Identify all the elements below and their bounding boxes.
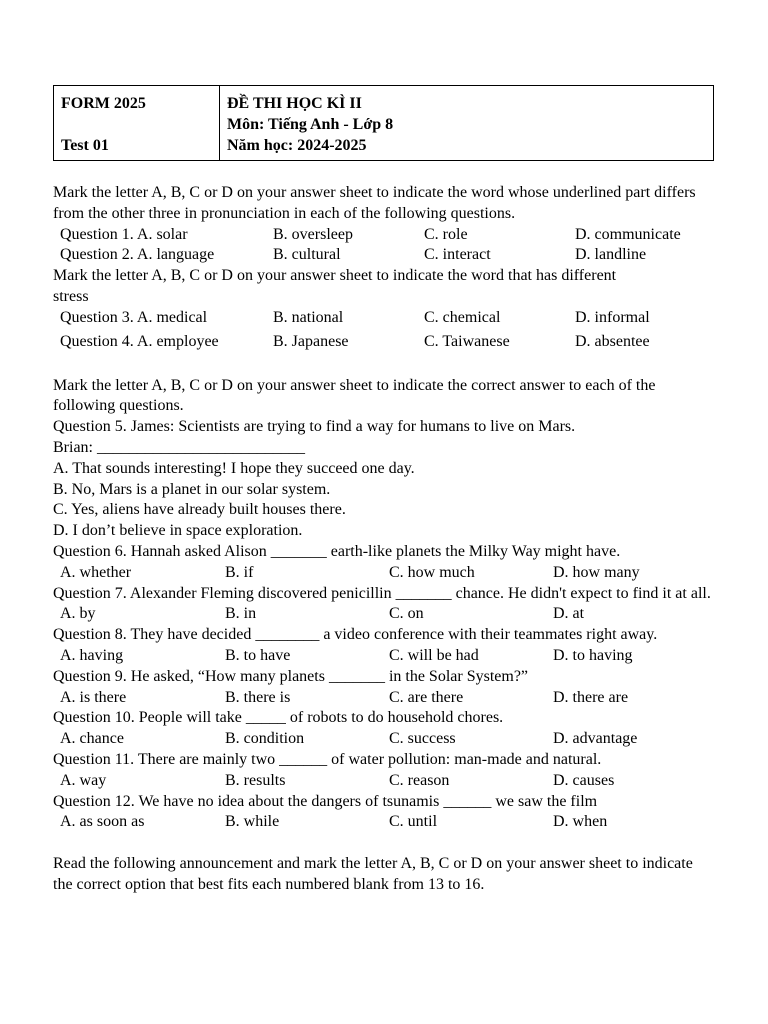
q4-option-d: D. absentee — [575, 332, 650, 350]
q10-option-d: D. advantage — [553, 730, 638, 748]
q12-option-c: C. until — [389, 813, 438, 831]
question-4 — [53, 329, 713, 355]
q7-stem: Question 7. Alexander Fleming discovered penicillin _______ chance. He didn't expect to find it at all. — [53, 584, 711, 602]
exam-year: Năm học: 2024-2025 — [227, 137, 367, 154]
q2-option-b: B. cultural — [273, 246, 341, 264]
q3-option-d: D. informal — [575, 308, 650, 326]
exam-content — [53, 183, 713, 896]
q10-stem: Question 10. People will take _____ of robots to do household chores. — [53, 709, 504, 727]
exam-header-table — [53, 85, 714, 161]
q2-option-a: Question 2. A. language — [60, 246, 215, 264]
pronunciation-instruction: Mark the letter A, B, C or D on your answer sheet to indicate the word whose underlined part differs from the other three in pronunciation in each of the following questions. — [53, 184, 696, 222]
q5-option-a: A. That sounds interesting! I hope they succeed one day. — [53, 459, 415, 477]
spacer — [53, 355, 713, 376]
q8-option-c: C. will be had — [389, 646, 479, 664]
q3-option-b: B. national — [273, 308, 344, 326]
q12-option-b: B. while — [225, 813, 280, 831]
q1-option-d: D. communicate — [575, 225, 681, 243]
q5-option-d: D. I don’t believe in space exploration. — [53, 522, 303, 540]
q12-stem: Question 12. We have no idea about the dangers of tsunamis ______ we saw the film — [53, 792, 598, 810]
q4-option-b: B. Japanese — [273, 332, 349, 350]
header-left-cell — [54, 86, 220, 160]
q8-options — [53, 646, 713, 667]
q3-option-a: Question 3. A. medical — [60, 308, 208, 326]
q6-option-b: B. if — [225, 563, 254, 581]
q3-option-c: C. chemical — [424, 308, 501, 326]
q10-option-b: B. condition — [225, 730, 305, 748]
q5-option-c: C. Yes, aliens have already built houses there. — [53, 501, 346, 519]
q9-option-b: B. there is — [225, 688, 291, 706]
q11-option-c: C. reason — [389, 771, 450, 789]
q5-stem: Question 5. James: Scientists are trying to find a way for humans to live on Mars. — [53, 418, 576, 436]
q10-option-c: C. success — [389, 730, 456, 748]
q11-stem: Question 11. There are mainly two ______ of water pollution: man-made and natural. — [53, 750, 602, 768]
q1-option-a: Question 1. A. solar — [60, 225, 188, 243]
test-label: Test 01 — [61, 137, 109, 154]
q6-options — [53, 563, 713, 584]
q2-option-c: C. interact — [424, 246, 491, 264]
q5-brian: Brian: __________________________ — [53, 438, 305, 456]
q1-option-c: C. role — [424, 225, 468, 243]
q7-option-a: A. by — [60, 605, 96, 623]
q2-option-d: D. landline — [575, 246, 647, 264]
q10-option-a: A. chance — [60, 730, 124, 748]
q6-option-c: C. how much — [389, 563, 475, 581]
q8-option-d: D. to having — [553, 646, 633, 664]
q9-stem: Question 9. He asked, “How many planets _______ in the Solar System?” — [53, 667, 529, 685]
q12-options — [53, 812, 713, 833]
question-1 — [53, 225, 713, 246]
spacer — [53, 833, 713, 854]
q6-option-a: A. whether — [60, 563, 132, 581]
q9-option-c: C. are there — [389, 688, 464, 706]
header-right-cell — [220, 86, 713, 160]
correct-answer-instruction: Mark the letter A, B, C or D on your answer sheet to indicate the correct answer to each of the following questions. — [53, 376, 656, 415]
q8-stem: Question 8. They have decided ________ a video conference with their teammates right away. — [53, 626, 658, 644]
q11-options — [53, 771, 713, 792]
q6-stem: Question 6. Hannah asked Alison _______ earth-like planets the Milky Way might have. — [53, 542, 621, 560]
q11-option-d: D. causes — [553, 771, 615, 789]
q10-options — [53, 729, 713, 750]
exam-title: ĐỀ THI HỌC KÌ II — [227, 95, 362, 112]
q1-option-b: B. oversleep — [273, 225, 353, 243]
form-label: FORM 2025 — [61, 95, 146, 112]
q4-option-a: Question 4. A. employee — [60, 332, 219, 350]
q12-option-a: A. as soon as — [60, 813, 145, 831]
q9-options — [53, 688, 713, 709]
question-2 — [53, 245, 713, 266]
question-3 — [53, 308, 713, 329]
q11-option-a: A. way — [60, 771, 107, 789]
q6-option-d: D. how many — [553, 563, 640, 581]
exam-subject: Môn: Tiếng Anh - Lớp 8 — [227, 116, 394, 133]
q7-option-b: B. in — [225, 605, 257, 623]
q7-option-c: C. on — [389, 605, 424, 623]
q12-option-d: D. when — [553, 813, 608, 831]
q4-option-c: C. Taiwanese — [424, 332, 510, 350]
q7-option-d: D. at — [553, 605, 585, 623]
q5-option-b: B. No, Mars is a planet in our solar system. — [53, 480, 331, 498]
q7-options — [53, 604, 713, 625]
stress-instruction-line-2: stress — [53, 287, 89, 305]
q8-option-b: B. to have — [225, 646, 291, 664]
q11-option-b: B. results — [225, 771, 286, 789]
q9-option-a: A. is there — [60, 688, 127, 706]
q8-option-a: A. having — [60, 646, 124, 664]
reading-instruction: Read the following announcement and mark the letter A, B, C or D on your answer sheet to indicate the correct option that best fits each numbered blank from 13 to 16. — [53, 855, 693, 893]
q9-option-d: D. there are — [553, 688, 629, 706]
stress-instruction-line-1: Mark the letter A, B, C or D on your answer sheet to indicate the word that has different — [53, 267, 617, 285]
